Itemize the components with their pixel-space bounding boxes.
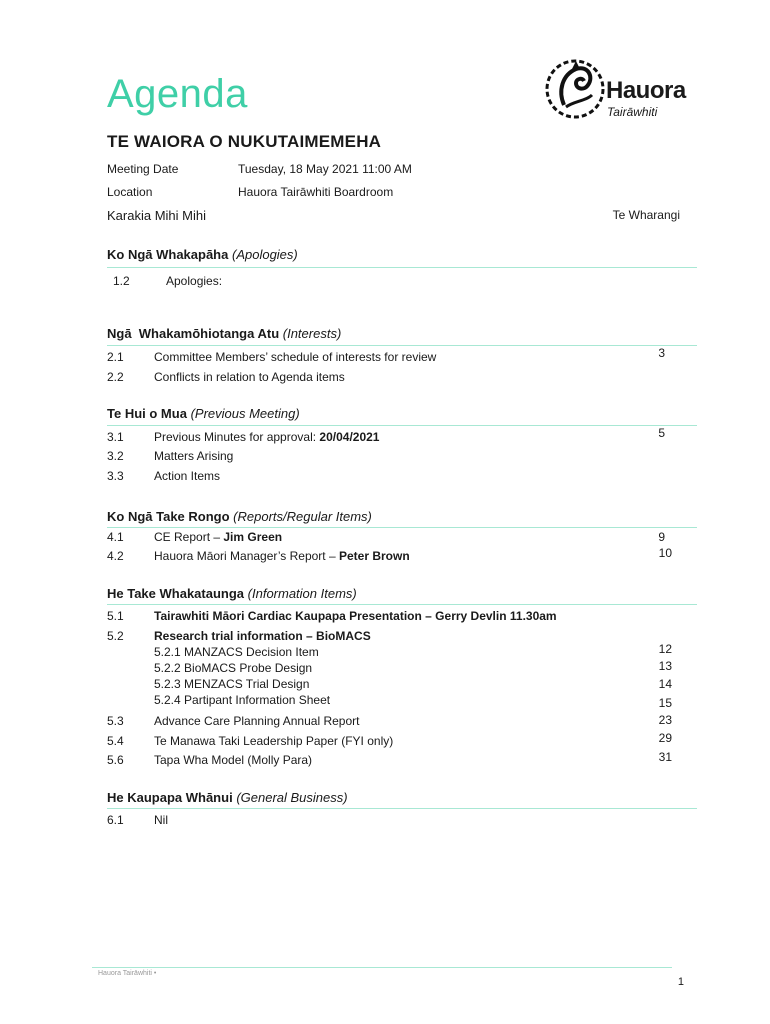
item-text-bold: 20/04/2021 [319,430,380,444]
logo-brand: Hauora [606,77,686,104]
item-number: 5.6 [107,753,124,767]
item-number: 5.3 [107,714,124,728]
section-title-general [107,790,348,805]
item-number: 3.3 [107,469,124,483]
karakia-label: Karakia Mihi Mihi [107,208,206,223]
section-subheading: (Information Items) [247,586,357,601]
page-column-header: Te Wharangi [612,208,680,222]
item-text: Te Manawa Taki Leadership Paper (FYI only) [154,734,394,748]
location-value: Hauora Tairāwhiti Boardroom [238,185,394,199]
item-text-plain: CE Report – [154,530,224,544]
section-heading: Ko Ngā Take Rongo [107,509,230,524]
section-subheading: (Apologies) [231,247,298,262]
item-text-bold: Jim Green [223,530,283,544]
item-text: Action Items [154,469,221,483]
item-text: Research trial information – BioMACS [154,629,371,643]
page-ref: 9 [658,530,665,544]
item-text: Matters Arising [154,449,234,463]
item-text [154,530,282,544]
item-text: Apologies: [166,274,223,288]
footer-text: Hauora Tairāwhiti • [98,970,157,977]
section-subheading: (General Business) [236,790,348,805]
section-title-apologies [107,247,298,262]
section-divider [107,604,697,605]
item-number: 1.2 [113,274,130,288]
section-title-previous [107,406,300,421]
page-ref: 13 [658,659,672,673]
meeting-title: TE WAIORA O NUKUTAIMEMEHA [107,132,382,151]
page-number: 1 [677,976,684,988]
item-number: 5.2 [107,629,124,643]
page-ref: 15 [658,696,672,710]
meeting-date-value: Tuesday, 18 May 2021 11:00 AM [238,162,412,176]
item-text-plain: Previous Minutes for approval: [154,430,320,444]
item-number: 5.4 [107,734,124,748]
page-ref: 31 [658,750,672,764]
sub-item-text: 5.2.2 BioMACS Probe Design [154,661,313,675]
item-number: 2.2 [107,370,124,384]
item-text: Nil [154,813,168,827]
item-number: 3.2 [107,449,124,463]
item-text: Conflicts in relation to Agenda items [154,370,345,384]
logo-sub: Tairāwhiti [607,105,658,119]
item-number: 2.1 [107,350,124,364]
section-heading: He Kaupapa Whānui [107,790,233,805]
section-divider [107,267,697,268]
item-number: 6.1 [107,813,124,827]
item-text [154,549,410,563]
section-divider [107,425,697,426]
item-text: Tairawhiti Māori Cardiac Kaupapa Presentation – Gerry Devlin 11.30am [154,609,557,623]
page-ref: 29 [658,731,672,745]
section-subheading: (Reports/Regular Items) [233,509,372,524]
item-number: 5.1 [107,609,124,623]
section-divider [107,345,697,346]
page-ref: 23 [658,713,672,727]
section-subheading: (Interests) [282,326,342,341]
item-text-plain: Hauora Māori Manager’s Report – [154,549,339,563]
section-title-interests [107,326,341,341]
section-divider [107,527,697,528]
sub-item-text: 5.2.1 MANZACS Decision Item [154,645,319,659]
sub-item-text: 5.2.4 Partipant Information Sheet [154,693,331,707]
item-number: 4.1 [107,530,124,544]
section-subheading: (Previous Meeting) [190,406,300,421]
item-text: Committee Members’ schedule of interests for review [154,350,437,364]
page-ref: 10 [658,546,672,560]
item-number: 4.2 [107,549,124,563]
item-text: Tapa Wha Model (Molly Para) [154,753,313,767]
item-text-bold: Peter Brown [338,549,410,563]
hauora-koru-logo-icon [544,55,606,123]
footer-divider [92,967,672,968]
location-label: Location [107,185,153,199]
page-ref: 3 [658,346,665,360]
section-divider [107,808,697,809]
section-title-information [107,586,357,601]
meeting-date-label: Meeting Date [107,162,179,176]
sub-item-text: 5.2.3 MENZACS Trial Design [154,677,310,691]
page-ref: 14 [658,677,672,691]
agenda-heading: Agenda [107,72,248,116]
section-heading: Te Hui o Mua [107,406,187,421]
item-text: Advance Care Planning Annual Report [154,714,360,728]
hauora-logo [544,55,694,125]
section-heading: Ko Ngā Whakapāha [107,247,229,262]
section-heading: He Take Whakataunga [107,586,245,601]
item-text [154,430,379,444]
section-title-reports [107,509,372,524]
page-ref: 5 [658,426,665,440]
item-number: 3.1 [107,430,124,444]
page-ref: 12 [658,642,672,656]
section-heading: Ngā Whakamōhiotanga Atu [107,326,280,341]
